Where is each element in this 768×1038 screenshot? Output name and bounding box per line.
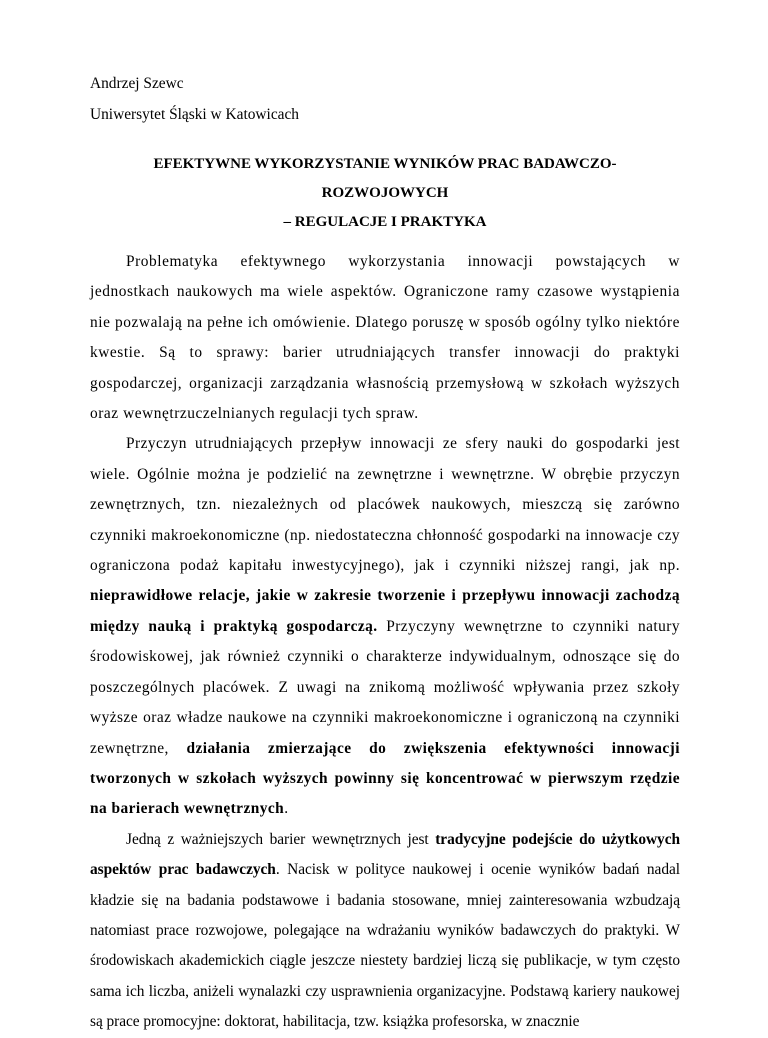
- document-title: [90, 150, 680, 237]
- title-line-2: ROZWOJOWYCH: [321, 185, 449, 201]
- paragraph-1-first-line: [90, 247, 680, 277]
- paragraph-1: [90, 277, 680, 429]
- paragraph-3-text-1: Jedną z ważniejszych barier wewnętrznych jest: [126, 830, 436, 848]
- paragraph-3: [90, 825, 680, 1038]
- paragraph-2-text-1: Przyczyn utrudniających przepływ innowacji ze sfery nauki do gospodarki jest wiele. Ogólnie można je podzielić na zewnętrzne i wewnętrzne. W obrębie przyczyn zewnętrznych, tzn. niezależnych od placówek naukowych, mieszczą się zarówno czynniki makroekonomiczne (np. niedostateczna chłonność gospodarki na innowacje czy ograniczona podaż kapitału inwestycyjnego), jak i czynniki niższej rangi, jak np.: [90, 435, 680, 575]
- paragraph-2-text-3: .: [284, 800, 289, 818]
- paragraph-2: [90, 429, 680, 824]
- paragraph-2-emphasis-1: nieprawidłowe relacje, jakie w zakresie tworzenie i przepływu innowacji zachodzą między nauką i praktyką gospodarczą.: [90, 587, 680, 635]
- paragraph-3-emphasis-1: tradycyjne podejście do użytkowych aspektów prac badawczych: [90, 830, 680, 879]
- document-page: [90, 68, 680, 1038]
- author-affiliation: Uniwersytet Śląski w Katowicach: [90, 106, 300, 123]
- paragraph-1-line-1: Problematyka efektywnego wykorzystania innowacji powstających w: [126, 253, 680, 270]
- paragraph-2-text-2: Przyczyny wewnętrzne to czynniki natury środowiskowej, jak również czynniki o charakterze indywidualnym, odnoszące się do poszczególnych placówek. Z uwagi na znikomą możliwość wpływania przez szkoły wyższe oraz władze naukowe na czynniki makroekonomiczne i ograniczoną na czynniki zewnętrzne,: [90, 617, 681, 757]
- title-line-1: EFEKTYWNE WYKORZYSTANIE WYNIKÓW PRAC BADAWCZO-: [153, 156, 617, 172]
- author-name: Andrzej Szewc: [90, 75, 184, 92]
- title-line-3: – REGULACJE I PRAKTYKA: [283, 214, 487, 230]
- paragraph-2-emphasis-2: działania zmierzające do zwiększenia efektywności innowacji tworzonych w szkołach wyższych powinny się koncentrować w pierwszym rzędzie na barierach wewnętrznych: [90, 739, 680, 818]
- paragraph-1-text: jednostkach naukowych ma wiele aspektów. Ograniczone ramy czasowe wystąpienia nie pozwalają na pełne ich omówienie. Dlatego poruszę w sposób ogólny tylko niektóre kwestie. Są to sprawy: barier utrudniających transfer innowacji do praktyki gospodarczej, organizacji zarządzania własnością przemysłową w szkołach wyższych oraz wewnętrzuczelnianych regulacji tych spraw.: [90, 283, 680, 423]
- paragraph-3-text-2: . Nacisk w polityce naukowej i ocenie wyników badań nadal kładzie się na badania podstawowe i badania stosowane, mniej zainteresowania wzbudzają natomiast prace rozwojowe, polegające na wdrażaniu wyników badawczych do praktyki. W środowiskach akademickich ciągle jeszcze niestety bardziej liczą się publikacje, w tym często sama ich liczba, aniżeli wynalazki czy usprawnienia organizacyjne. Podstawą kariery naukowej są prace promocyjne: doktorat, habilitacja, tzw. książka profesorska, w znacznie: [90, 861, 680, 1031]
